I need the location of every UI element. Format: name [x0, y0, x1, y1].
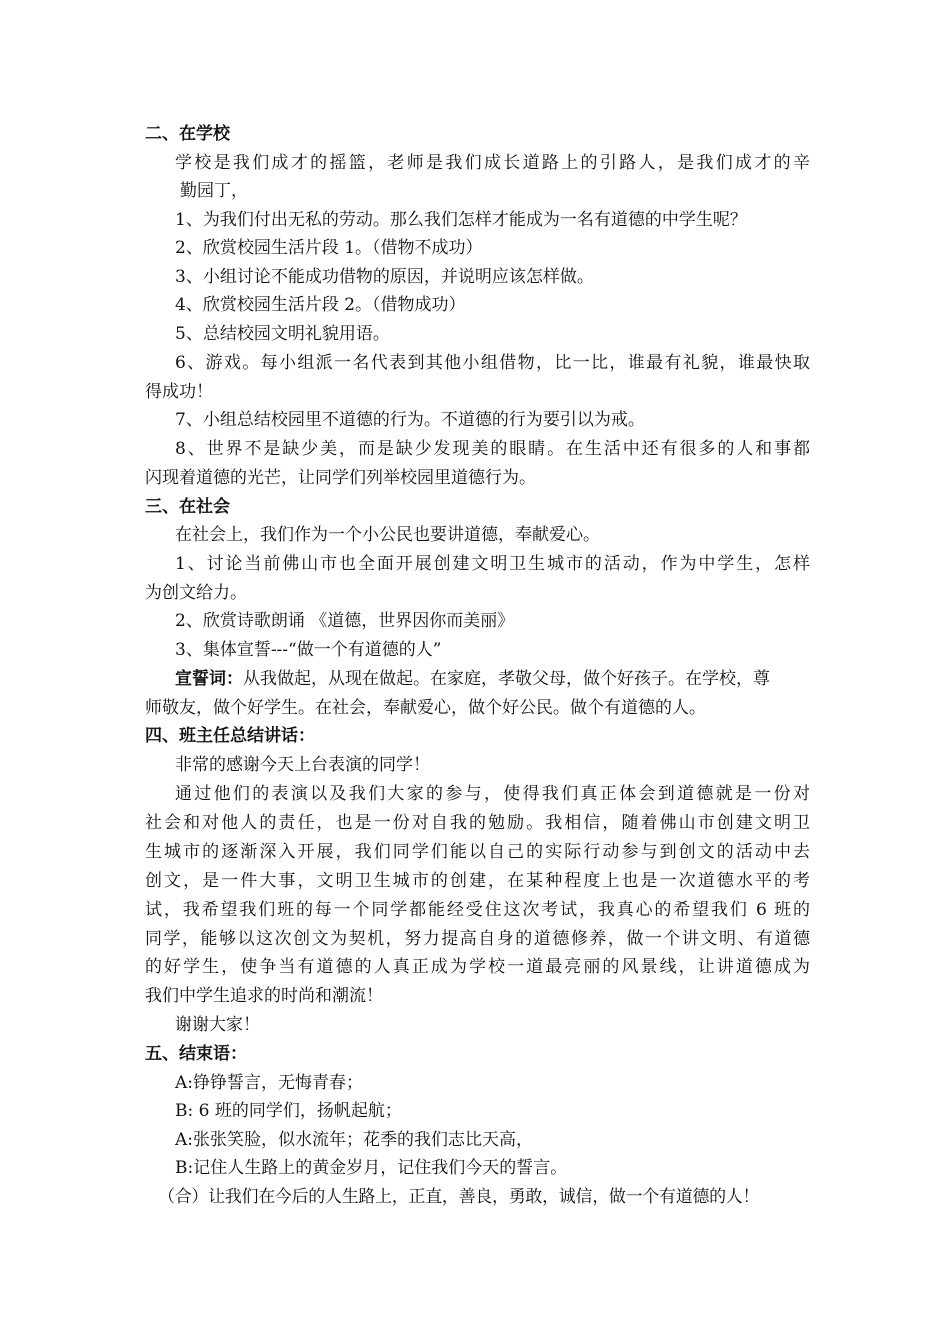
oath-text: 从我做起，从现在做起。在家庭，孝敬父母，做个好孩子。在学校，尊 [243, 669, 770, 689]
list-item: 3、小组讨论不能成功借物的原因，并说明应该怎样做。 [175, 267, 594, 287]
paragraph-line: 创文，是一件大事，文明卫生城市的创建，在某种程度上也是一次道德水平的考 [145, 871, 810, 891]
dialogue-line: B:记住人生路上的黄金岁月，记住我们今天的誓言。 [175, 1158, 568, 1178]
paragraph-line: 我们中学生追求的时尚和潮流！ [145, 986, 383, 1006]
oath-continuation: 师敬友，做个好学生。在社会，奉献爱心，做个好公民。做个有道德的人。 [145, 698, 706, 718]
list-item-continuation: 为创文给力。 [145, 583, 247, 603]
section-heading-school: 二、在学校 [145, 124, 230, 144]
paragraph-line: 同学，能够以这次创文为契机，努力提高自身的道德修养，做一个讲文明、有道德 [145, 929, 810, 949]
section-heading-summary: 四、班主任总结讲话： [145, 726, 315, 746]
paragraph-line: 非常的感谢今天上台表演的同学！ [175, 755, 430, 775]
paragraph-line: 谢谢大家！ [175, 1015, 260, 1035]
dialogue-line: A:张张笑脸，似水流年；花季的我们志比天高， [175, 1130, 534, 1150]
list-item: 2、欣赏诗歌朗诵 《道德，世界因你而美丽》 [175, 611, 515, 631]
list-item: 7、小组总结校园里不道德的行为。不道德的行为要引以为戒。 [175, 410, 645, 430]
paragraph-line: 社会和对他人的责任，也是一份对自我的勉励。我相信，随着佛山市创建文明卫 [145, 813, 810, 833]
list-item: 6、游戏。每小组派一名代表到其他小组借物，比一比，谁最有礼貌，谁最快取 [175, 353, 810, 373]
paragraph-line: 勤园丁， [180, 181, 248, 201]
list-item: 8、世界不是缺少美，而是缺少发现美的眼睛。在生活中还有很多的人和事都 [175, 439, 810, 459]
paragraph-line: 的好学生，使争当有道德的人真正成为学校一道最亮丽的风景线，让讲道德成为 [145, 957, 810, 977]
dialogue-line: A:铮铮誓言，无悔青春； [175, 1073, 364, 1093]
paragraph-line: 在社会上，我们作为一个小公民也要讲道德，奉献爱心。 [175, 525, 600, 545]
paragraph-line: 生城市的逐渐深入开展，我们同学们能以自己的实际行动参与到创文的活动中去 [145, 842, 810, 862]
list-item: 2、欣赏校园生活片段 1。（借物不成功） [175, 238, 483, 258]
oath-line [175, 667, 810, 691]
list-item: 4、欣赏校园生活片段 2。（借物成功） [175, 295, 466, 315]
list-item: 1、为我们付出无私的劳动。那么我们怎样才能成为一名有道德的中学生呢？ [175, 210, 747, 230]
section-heading-closing: 五、结束语： [145, 1044, 247, 1064]
list-item: 5、总结校园文明礼貌用语。 [175, 324, 390, 344]
list-item: 1、讨论当前佛山市也全面开展创建文明卫生城市的活动，作为中学生，怎样 [175, 554, 810, 574]
paragraph-line: 试，我希望我们班的每一个同学都能经受住这次考试，我真心的希望我们 6 班的 [145, 900, 810, 920]
oath-label: 宣誓词： [175, 669, 243, 689]
dialogue-line: B: 6 班的同学们，扬帆起航； [175, 1101, 402, 1121]
section-heading-society: 三、在社会 [145, 497, 230, 517]
paragraph-line: 通过他们的表演以及我们大家的参与，使得我们真正体会到道德就是一份对 [175, 784, 810, 804]
paragraph-line: 学校是我们成才的摇篮，老师是我们成长道路上的引路人，是我们成才的辛 [175, 153, 810, 173]
dialogue-line-together: （合）让我们在今后的人生路上，正直，善良，勇敢，诚信，做一个有道德的人！ [158, 1187, 760, 1207]
list-item-continuation: 闪现着道德的光芒，让同学们列举校园里道德行为。 [145, 468, 536, 488]
list-item: 3、集体宣誓---“做一个有道德的人” [175, 640, 442, 660]
list-item-continuation: 得成功！ [145, 382, 213, 402]
